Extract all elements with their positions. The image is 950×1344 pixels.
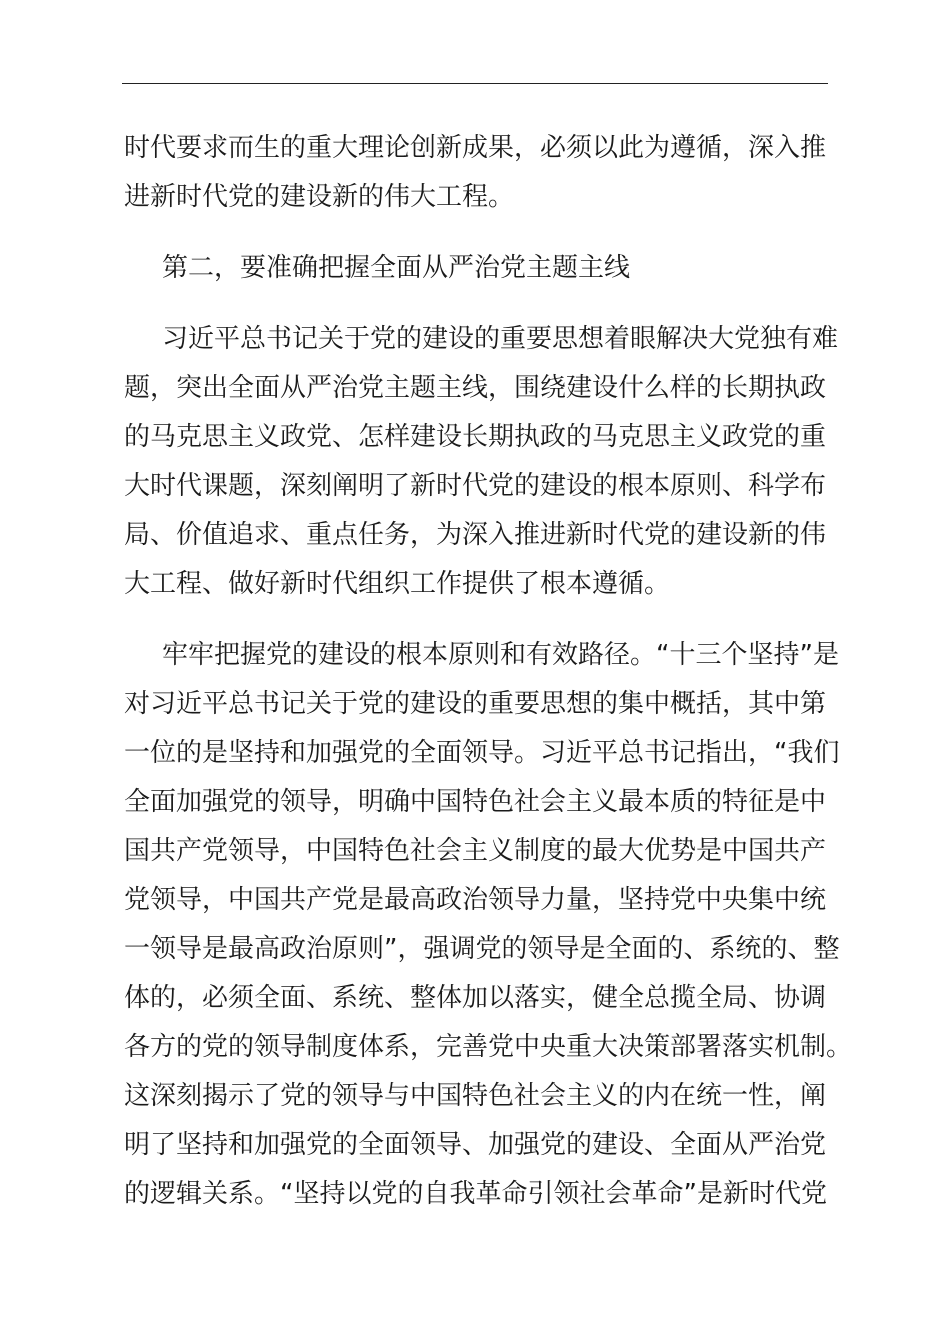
text-line: 这深刻揭示了党的领导与中国特色社会主义的内在统一性，阐 (124, 1081, 827, 1111)
text-line: 一位的是坚持和加强党的全面领导。习近平总书记指出，“我们 (124, 738, 840, 768)
section-heading: 第二，要准确把握全面从严治党主题主线 (162, 253, 631, 283)
text-line: 题，突出全面从严治党主题主线，围绕建设什么样的长期执政 (124, 373, 827, 403)
text-line: 局、价值追求、重点任务，为深入推进新时代党的建设新的伟 (124, 520, 827, 550)
text-line: 体的，必须全面、系统、整体加以落实，健全总揽全局、协调 (124, 983, 827, 1013)
header-rule (122, 83, 828, 84)
paragraph-intro (124, 315, 839, 609)
paragraph-continuation (124, 124, 830, 222)
text-line: 的马克思主义政党、怎样建设长期执政的马克思主义政党的重 (124, 422, 827, 452)
text-line: 党领导，中国共产党是最高政治领导力量，坚持党中央集中统 (124, 885, 827, 915)
text-line: 时代要求而生的重大理论创新成果，必须以此为遵循，深入推 (124, 133, 827, 163)
text-line: 国共产党领导，中国特色社会主义制度的最大优势是中国共产 (124, 836, 827, 866)
text-line: 的逻辑关系。“坚持以党的自我革命引领社会革命”是新时代党 (124, 1179, 827, 1209)
text-line: 大时代课题，深刻阐明了新时代党的建设的根本原则、科学布 (124, 471, 827, 501)
text-line: 对习近平总书记关于党的建设的重要思想的集中概括，其中第 (124, 689, 827, 719)
text-line: 各方的党的领导制度体系，完善党中央重大决策部署落实机制。 (124, 1032, 853, 1062)
document-body (124, 124, 853, 1241)
text-line: 大工程、做好新时代组织工作提供了根本遵循。 (124, 569, 671, 599)
text-line: 全面加强党的领导，明确中国特色社会主义最本质的特征是中 (124, 787, 827, 817)
text-line: 习近平总书记关于党的建设的重要思想着眼解决大党独有难 (162, 324, 839, 354)
text-line: 明了坚持和加强党的全面领导、加强党的建设、全面从严治党 (124, 1130, 827, 1160)
text-line: 一领导是最高政治原则”，强调党的领导是全面的、系统的、整 (124, 934, 840, 964)
paragraph-principles (124, 631, 853, 1219)
text-line: 牢牢把握党的建设的根本原则和有效路径。“十三个坚持”是 (162, 640, 839, 670)
text-line: 进新时代党的建设新的伟大工程。 (124, 182, 515, 212)
